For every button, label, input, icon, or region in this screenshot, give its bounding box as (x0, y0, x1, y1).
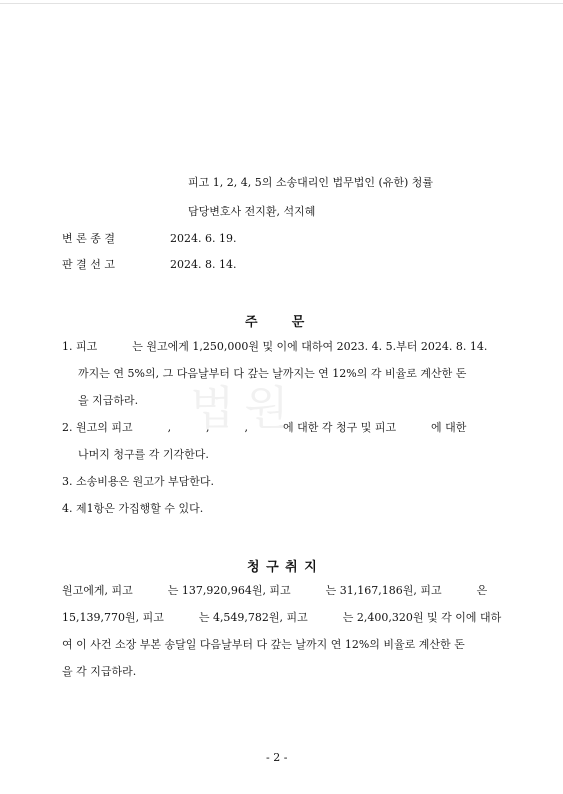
counsel-line: 피고 1, 2, 4, 5의 소송대리인 법무법인 (유한) 청률 (188, 176, 434, 189)
page-number: - 2 - (266, 751, 288, 764)
date-value-sentence: 2024. 8. 14. (170, 258, 237, 271)
claim-line: 15,139,770원, 피고 는 4,549,782원, 피고 는 2,400,320원 및 각 이에 대하 (62, 611, 502, 624)
page-top-edge (0, 3, 563, 4)
claim-line: 을 각 지급하라. (62, 665, 137, 678)
claim-line: 원고에게, 피고 는 137,920,964원, 피고 는 31,167,186원, 피고 은 (62, 584, 488, 597)
faint-watermark: 법원 (190, 381, 299, 435)
judgment-line: 2. 원고의 피고 , , , 에 대한 각 청구 및 피고 에 대한 (62, 421, 467, 434)
judgment-line: 4. 제1항은 가집행할 수 있다. (62, 502, 204, 515)
judgment-line: 1. 피고 는 원고에게 1,250,000원 및 이에 대하여 2023. 4. 5.부터 2024. 8. 14. (62, 340, 488, 353)
date-label-closing: 변 론 종 결 (62, 232, 115, 245)
judgment-line: 나머지 청구를 각 기각한다. (78, 448, 209, 461)
lawyers-line: 담당변호사 전지환, 석지혜 (188, 205, 316, 218)
judgment-line: 3. 소송비용은 원고가 부담한다. (62, 475, 214, 488)
claim-title: 청 구 취 지 (247, 560, 318, 575)
judgment-line: 을 지급하라. (78, 394, 139, 407)
judgment-line: 까지는 연 5%의, 그 다음날부터 다 갚는 날까지는 연 12%의 각 비율로 계산한 돈 (78, 367, 467, 380)
judgment-title: 주 문 (245, 315, 306, 330)
claim-line: 여 이 사건 소장 부본 송달일 다음날부터 다 갚는 날까지 연 12%의 비율로 계산한 돈 (62, 638, 465, 651)
date-value-closing: 2024. 6. 19. (170, 232, 237, 245)
date-label-sentence: 판 결 선 고 (62, 258, 115, 271)
